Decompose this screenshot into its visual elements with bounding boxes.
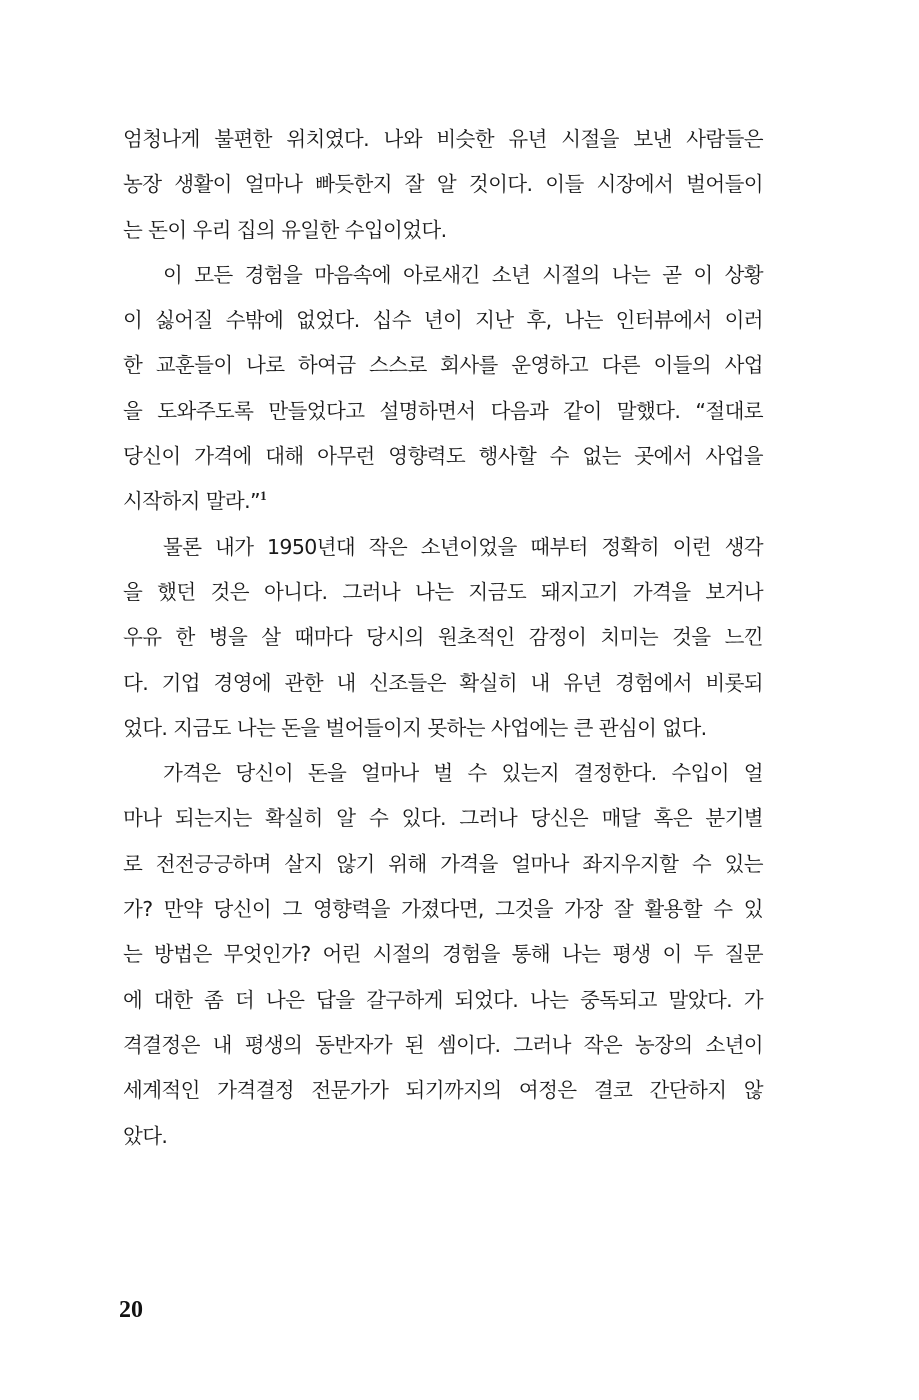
paragraph bbox=[123, 751, 763, 1159]
text-line: 세계적인 가격결정 전문가가 되기까지의 여정은 결코 간단하지 않 bbox=[123, 1078, 763, 1103]
text-line: 가격은 당신이 돈을 얼마나 벌 수 있는지 결정한다. 수입이 얼 bbox=[163, 761, 763, 786]
text-line: 이 모든 경험을 마음속에 아로새긴 소년 시절의 나는 곧 이 상황 bbox=[163, 262, 763, 287]
page-number: 20 bbox=[119, 1297, 143, 1323]
text-line: 물론 내가 1950년대 작은 소년이었을 때부터 정확히 이런 생각 bbox=[163, 534, 763, 559]
text-line: 로 전전긍긍하며 살지 않기 위해 가격을 얼마나 좌지우지할 수 있는 bbox=[123, 851, 763, 876]
text-line: 을 했던 것은 아니다. 그러나 나는 지금도 돼지고기 가격을 보거나 bbox=[123, 579, 763, 604]
paragraph bbox=[123, 525, 763, 751]
text-line: 이 싫어질 수밖에 없었다. 십수 년이 지난 후, 나는 인터뷰에서 이러 bbox=[123, 308, 763, 333]
text-line: 는 돈이 우리 집의 유일한 수입이었다. bbox=[123, 217, 447, 242]
text-line: 농장 생활이 얼마나 빠듯한지 잘 알 것이다. 이들 시장에서 벌어들이 bbox=[123, 172, 763, 197]
text-line: 을 도와주도록 만들었다고 설명하면서 다음과 같이 말했다. “절대로 bbox=[123, 398, 763, 423]
text-line: 마나 되는지는 확실히 알 수 있다. 그러나 당신은 매달 혹은 분기별 bbox=[123, 806, 763, 831]
text-line: 었다. 지금도 나는 돈을 벌어들이지 못하는 사업에는 큰 관심이 없다. bbox=[123, 715, 707, 740]
text-line: 한 교훈들이 나로 하여금 스스로 회사를 운영하고 다른 이들의 사업 bbox=[123, 353, 763, 378]
paragraph bbox=[123, 117, 763, 253]
text-line: 격결정은 내 평생의 동반자가 된 셈이다. 그러나 작은 농장의 소년이 bbox=[123, 1032, 763, 1057]
text-line: 다. 기업 경영에 관한 내 신조들은 확실히 내 유년 경험에서 비롯되 bbox=[123, 670, 763, 695]
footnote-marker[interactable]: 1 bbox=[260, 488, 266, 504]
text-line: 엄청나게 불편한 위치였다. 나와 비슷한 유년 시절을 보낸 사람들은 bbox=[123, 127, 763, 151]
text-line: 았다. bbox=[123, 1123, 168, 1148]
paragraph bbox=[123, 253, 763, 525]
text-line bbox=[123, 479, 763, 524]
text-line-content: 시작하지 말라.” bbox=[123, 489, 261, 514]
text-line: 우유 한 병을 살 때마다 당시의 원초적인 감정이 치미는 것을 느낀 bbox=[123, 625, 763, 650]
page-body bbox=[123, 117, 763, 1159]
text-line: 당신이 가격에 대해 아무런 영향력도 행사할 수 없는 곳에서 사업을 bbox=[123, 444, 763, 469]
text-line: 가? 만약 당신이 그 영향력을 가졌다면, 그것을 가장 잘 활용할 수 있 bbox=[123, 897, 763, 922]
text-line: 에 대한 좀 더 나은 답을 갈구하게 되었다. 나는 중독되고 말았다. 가 bbox=[123, 987, 763, 1012]
text-line: 는 방법은 무엇인가? 어린 시절의 경험을 통해 나는 평생 이 두 질문 bbox=[123, 942, 763, 967]
